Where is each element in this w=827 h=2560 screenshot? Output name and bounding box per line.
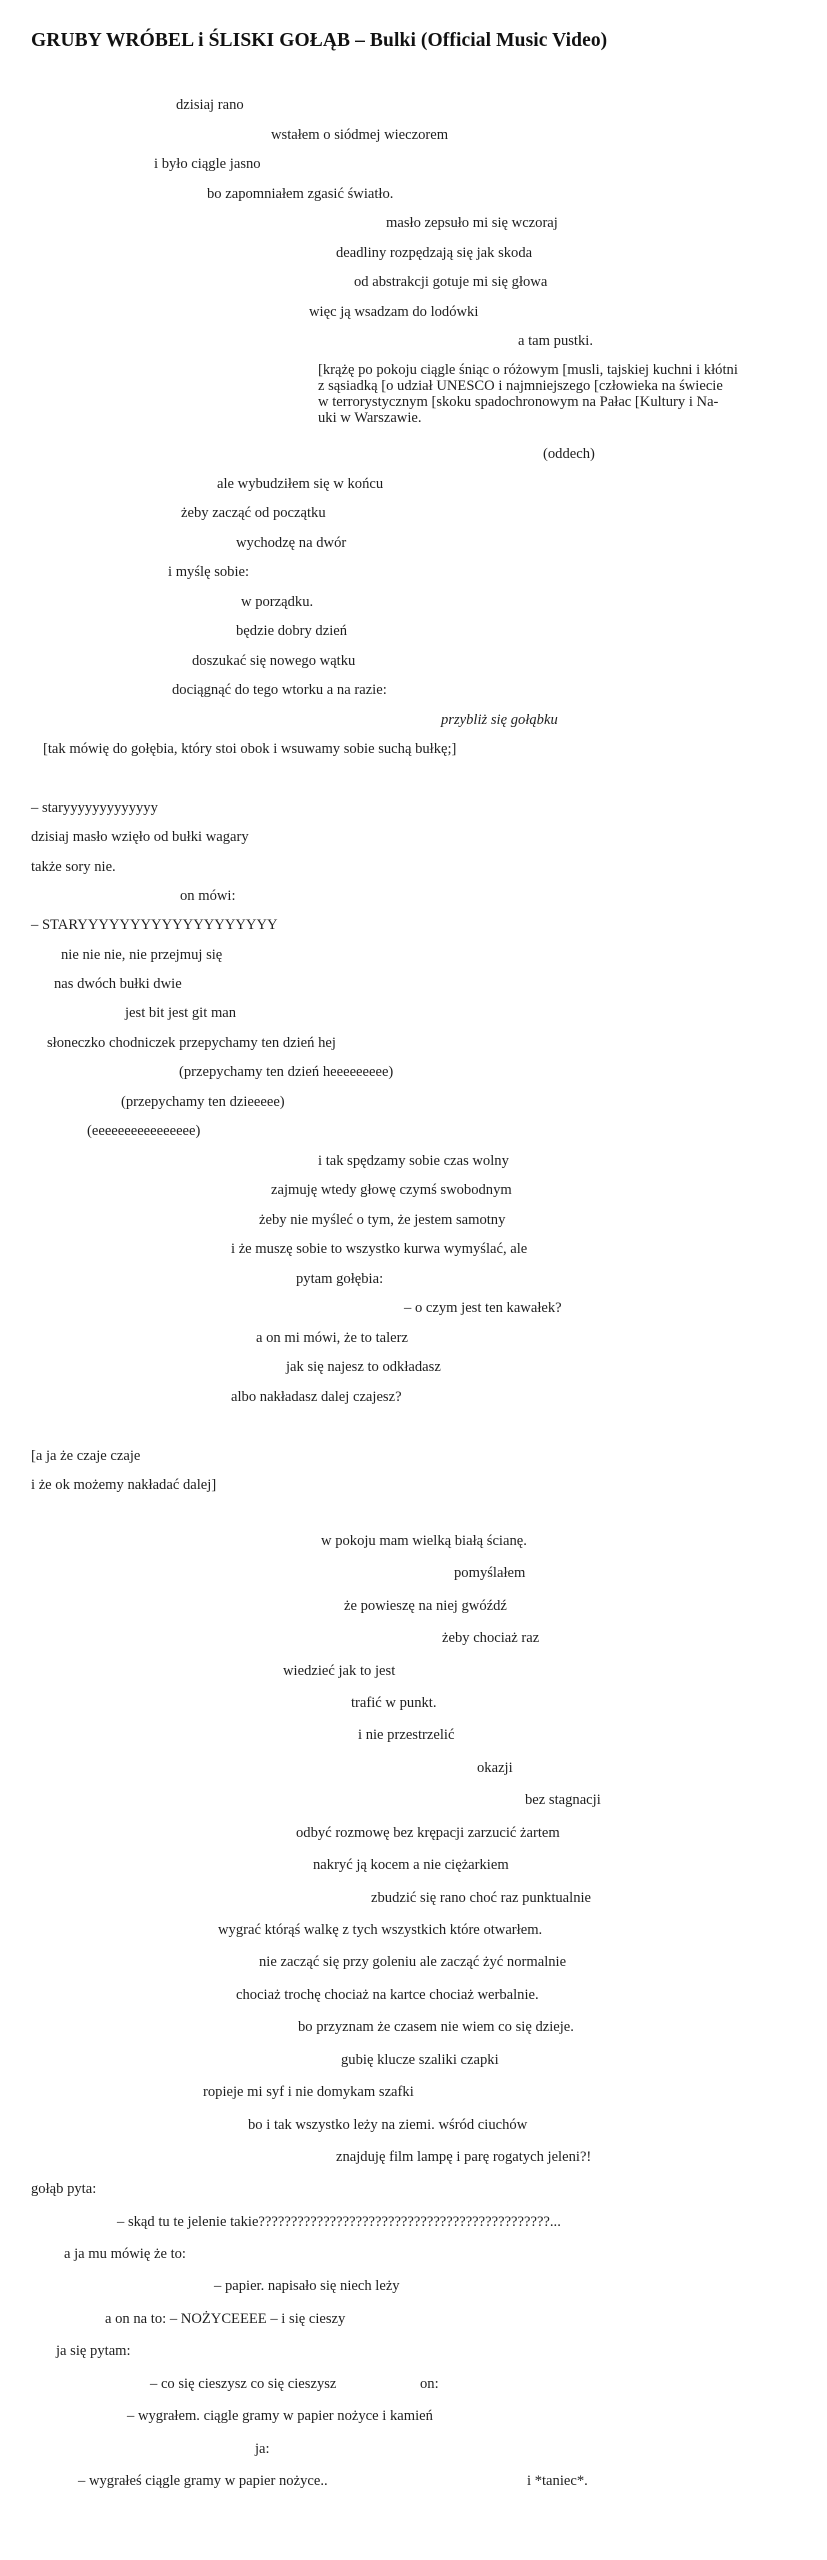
lyric-line: w pokoju mam wielką białą ścianę.	[321, 1533, 527, 1549]
lyric-line: nas dwóch bułki dwie	[54, 976, 182, 992]
lyric-line: masło zepsuło mi się wczoraj	[386, 215, 558, 231]
lyric-line: dzisiaj rano	[176, 97, 244, 113]
lyric-line: i nie przestrzelić	[358, 1727, 455, 1743]
lyric-line: bez stagnacji	[525, 1792, 601, 1808]
lyric-line: żeby nie myśleć o tym, że jestem samotny	[259, 1212, 506, 1228]
lyric-line: gołąb pyta:	[31, 2181, 97, 2197]
lyric-line: będzie dobry dzień	[236, 623, 348, 639]
lyric-line: i *taniec*.	[527, 2473, 588, 2489]
lyric-line: także sory nie.	[31, 859, 116, 875]
lyric-line: odbyć rozmowę bez krępacji zarzucić żartem	[296, 1825, 560, 1841]
lyric-line: ja się pytam:	[56, 2343, 131, 2359]
bracket-aside-line: uki w Warszawie.	[318, 410, 422, 426]
lyric-line: dzisiaj masło wzięło od bułki wagary	[31, 829, 249, 845]
lyric-line: gubię klucze szaliki czapki	[341, 2052, 499, 2068]
lyric-line: żeby zacząć od początku	[181, 505, 326, 521]
lyric-line: – co się cieszysz co się cieszysz	[150, 2376, 337, 2392]
lyric-line: i myślę sobie:	[168, 564, 250, 580]
lyric-line: bo zapomniałem zgasić światło.	[207, 186, 394, 202]
lyric-line: nie zacząć się przy goleniu ale zacząć żyć normalnie	[259, 1954, 567, 1970]
lyric-line: jak się najesz to odkładasz	[286, 1359, 441, 1375]
lyric-line: pomyślałem	[454, 1565, 526, 1581]
lyric-line: albo nakładasz dalej czajesz?	[231, 1389, 402, 1405]
lyric-line: i było ciągle jasno	[154, 156, 261, 172]
lyric-line: on mówi:	[180, 888, 236, 904]
lyric-line: deadliny rozpędzają się jak skoda	[336, 245, 533, 261]
lyric-line: [tak mówię do gołębia, który stoi obok i wsuwamy sobie suchą bułkę;]	[43, 741, 457, 757]
lyric-line: bo przyznam że czasem nie wiem co się dzieje.	[298, 2019, 574, 2035]
bracket-aside-block	[318, 362, 800, 426]
lyric-line: okazji	[477, 1760, 513, 1776]
lyric-line: w porządku.	[241, 594, 314, 610]
lyric-line: a on mi mówi, że to talerz	[256, 1330, 408, 1346]
lyric-line: – o czym jest ten kawałek?	[404, 1300, 562, 1316]
lyric-line: [a ja że czaje czaje	[31, 1448, 141, 1464]
bracket-aside-line: z sąsiadką [o udział UNESCO i najmniejszego [człowieka na świecie	[318, 378, 723, 394]
lyric-line: a on na to: – NOŻYCEEEE – i się cieszy	[105, 2311, 346, 2327]
lyric-line: nakryć ją kocem a nie ciężarkiem	[313, 1857, 509, 1873]
lyric-line: on:	[420, 2376, 439, 2392]
lyric-line: pytam gołębia:	[296, 1271, 384, 1287]
lyric-line: doszukać się nowego wątku	[192, 653, 356, 669]
lyric-line: żeby chociaż raz	[442, 1630, 540, 1646]
lyric-line: (eeeeeeeeeeeeeeee)	[87, 1123, 201, 1139]
lyric-line: wychodzę na dwór	[236, 535, 347, 551]
lyric-line: ropieje mi syf i nie domykam szafki	[203, 2084, 414, 2100]
lyric-line: przybliż się gołąbku	[441, 712, 558, 728]
lyric-line: – wygrałeś ciągle gramy w papier nożyce..	[78, 2473, 328, 2489]
bracket-aside-line: [krążę po pokoju ciągle śniąc o różowym [musli, tajskiej kuchni i kłótni	[318, 362, 738, 378]
lyric-line: trafić w punkt.	[351, 1695, 437, 1711]
lyric-line: ale wybudziłem się w końcu	[217, 476, 384, 492]
lyric-line: – STARYYYYYYYYYYYYYYYYYYY	[31, 917, 278, 933]
lyric-line: znajduję film lampę i parę rogatych jeleni?!	[336, 2149, 592, 2165]
lyric-line: i że muszę sobie to wszystko kurwa wymyślać, ale	[231, 1241, 528, 1257]
lyric-line: – wygrałem. ciągle gramy w papier nożyce i kamień	[127, 2408, 433, 2424]
lyric-line: (przepychamy ten dzieeeee)	[121, 1094, 285, 1110]
lyric-line: nie nie nie, nie przejmuj się	[61, 947, 223, 963]
lyric-line: słoneczko chodniczek przepychamy ten dzień hej	[47, 1035, 336, 1051]
lyric-line: wiedzieć jak to jest	[283, 1663, 396, 1679]
lyric-line: (oddech)	[543, 446, 595, 462]
lyric-line: wygrać którąś walkę z tych wszystkich które otwarłem.	[218, 1922, 543, 1938]
lyric-line: dociągnąć do tego wtorku a na razie:	[172, 682, 387, 698]
lyric-line: – skąd tu te jelenie takie?????????????????????????????????????????????...	[117, 2214, 561, 2230]
lyric-line: zbudzić się rano choć raz punktualnie	[371, 1890, 592, 1906]
lyric-line: więc ją wsadzam do lodówki	[309, 304, 479, 320]
lyric-line: i tak spędzamy sobie czas wolny	[318, 1153, 509, 1169]
lyric-line: – staryyyyyyyyyyyyy	[31, 800, 158, 816]
lyric-line: jest bit jest git man	[125, 1005, 237, 1021]
lyric-line: od abstrakcji gotuje mi się głowa	[354, 274, 548, 290]
lyric-line: bo i tak wszystko leży na ziemi. wśród ciuchów	[248, 2117, 528, 2133]
lyric-line: a tam pustki.	[518, 333, 593, 349]
lyric-line: – papier. napisało się niech leży	[214, 2278, 400, 2294]
lyric-line: (przepychamy ten dzień heeeeeeeee)	[179, 1064, 394, 1080]
lyric-line: wstałem o siódmej wieczorem	[271, 127, 449, 143]
lyric-line: zajmuję wtedy głowę czymś swobodnym	[271, 1182, 512, 1198]
lyric-line: a ja mu mówię że to:	[64, 2246, 186, 2262]
page-title: GRUBY WRÓBEL i ŚLISKI GOŁĄB – Bulki (Official Music Video)	[31, 30, 608, 51]
lyric-line: chociaż trochę chociaż na kartce chociaż werbalnie.	[236, 1987, 539, 2003]
bracket-aside-line: w terrorystycznym [skoku spadochronowym na Pałac [Kultury i Na-	[318, 394, 719, 410]
lyric-line: i że ok możemy nakładać dalej]	[31, 1477, 217, 1493]
lyric-line: że powieszę na niej gwóźdź	[344, 1598, 507, 1614]
lyric-line: ja:	[255, 2441, 270, 2457]
